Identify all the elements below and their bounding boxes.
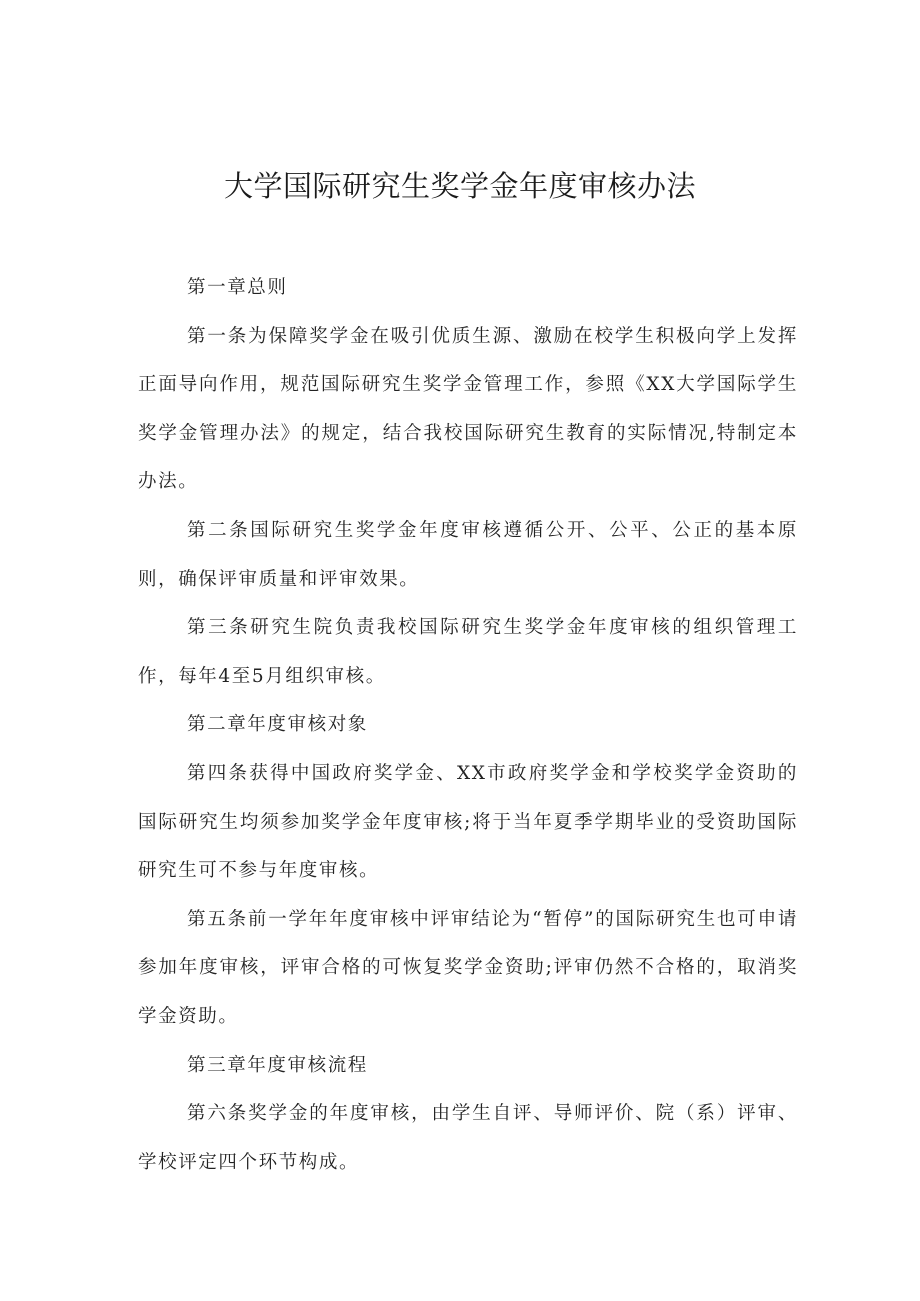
article-paragraph: 第四条获得中国政府奖学金、XX市政府奖学金和学校奖学金资助的国际研究生均须参加奖学金年度审核;将于当年夏季学期毕业的受资助国际研究生可不参与年度审核。 <box>138 762 798 882</box>
document-body <box>138 264 798 1187</box>
document-title: 大学国际研究生奖学金年度审核办法 <box>223 169 696 203</box>
article-paragraph: 第一条为保障奖学金在吸引优质生源、激励在校学生积极向学上发挥正面导向作用，规范国际研究生奖学金管理工作，参照《XX大学国际学生奖学金管理办法》的规定，结合我校国际研究生教育的实际情况,特制定本办法。 <box>138 325 798 493</box>
article-paragraph: 第二条国际研究生奖学金年度审核遵循公开、公平、公正的基本原则，确保评审质量和评审效果。 <box>138 519 798 590</box>
article-paragraph: 第五条前一学年年度审核中评审结论为“暂停”的国际研究生也可申请参加年度审核，评审合格的可恢复奖学金资助;评审仍然不合格的，取消奖学金资助。 <box>138 908 798 1027</box>
chapter-heading: 第二章年度审核对象 <box>187 714 368 736</box>
article-paragraph: 第六条奖学金的年度审核，由学生自评、导师评价、院（系）评审、学校评定四个环节构成。 <box>138 1103 798 1173</box>
chapter-heading: 第三章年度审核流程 <box>187 1054 368 1076</box>
chapter-heading: 第一章总则 <box>187 277 288 298</box>
article-paragraph: 第三条研究生院负责我校国际研究生奖学金年度审核的组织管理工作，每年4至5月组织审核。 <box>138 617 798 687</box>
